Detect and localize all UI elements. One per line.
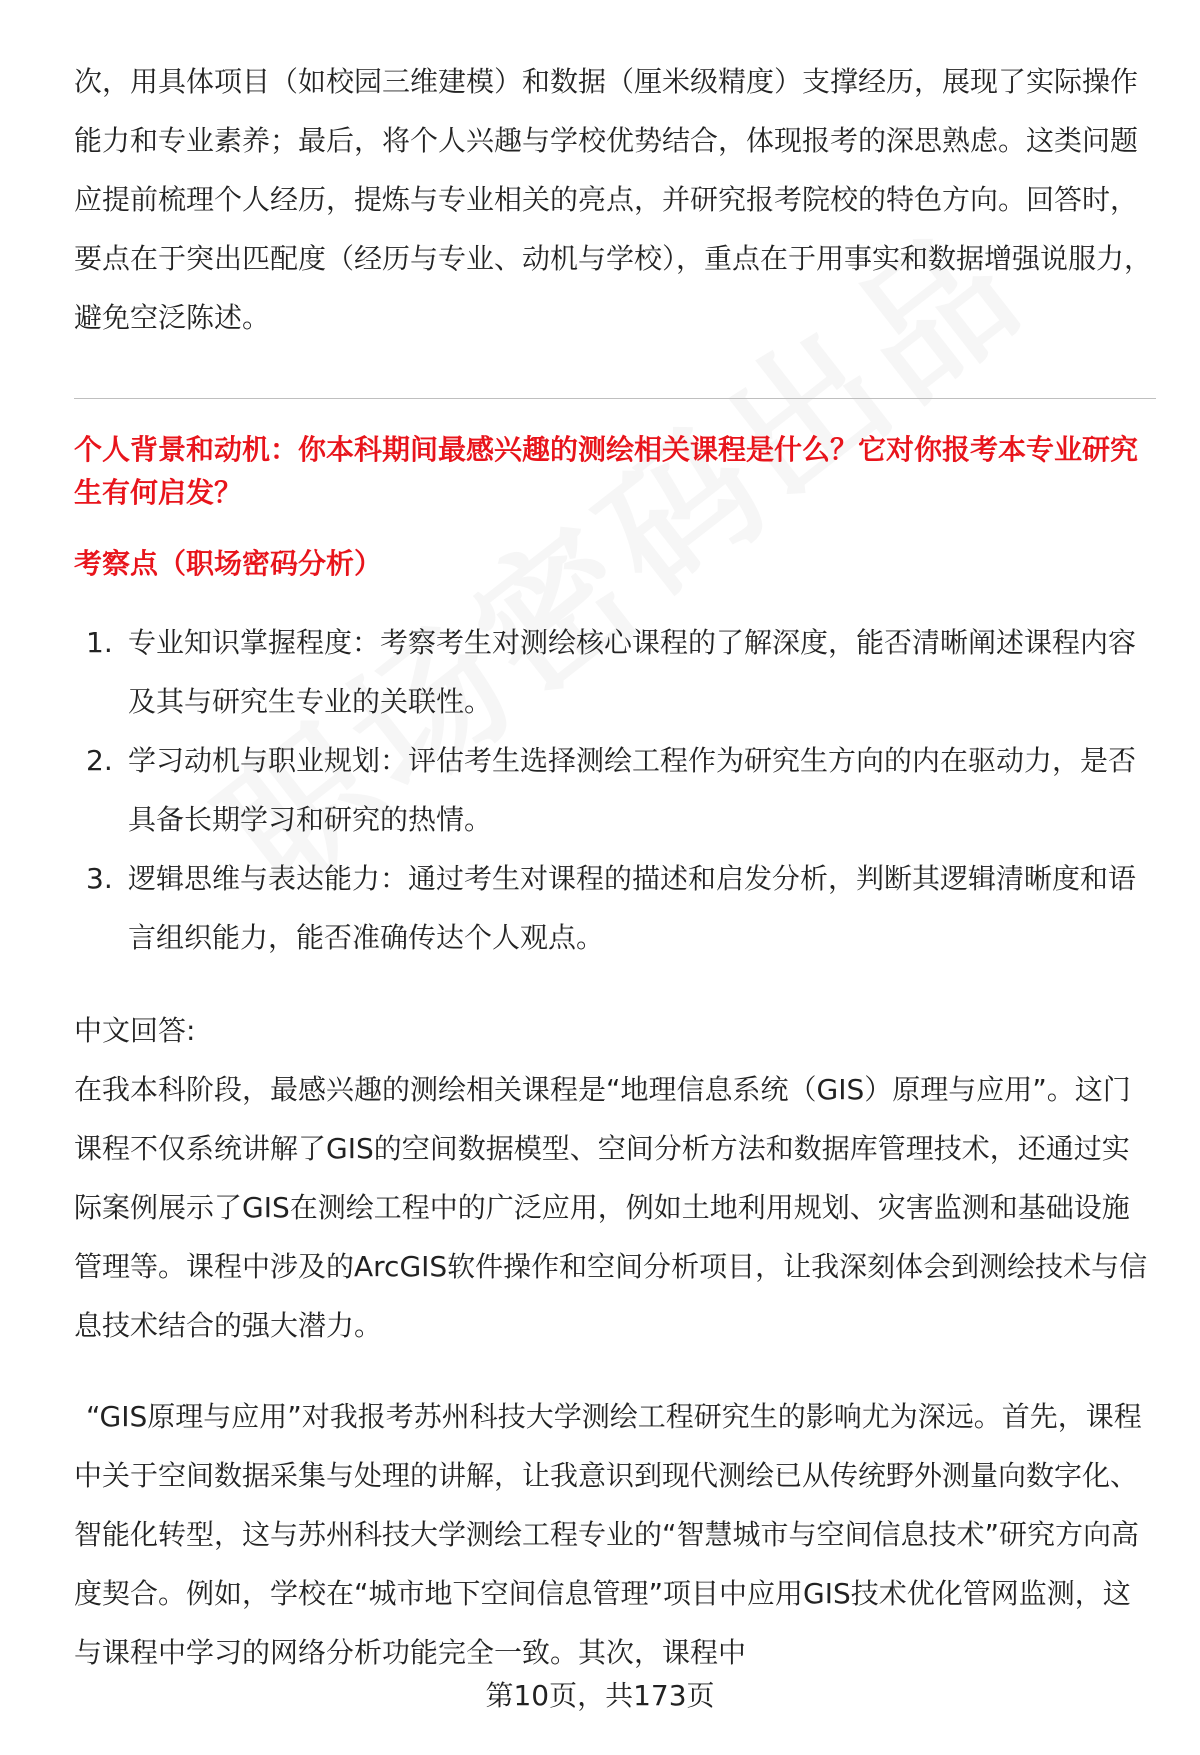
list-item-text: 逻辑思维与表达能力：通过考生对课程的描述和启发分析，判断其逻辑清晰度和语言组织能力，能否准确传达个人观点。 [128, 862, 1137, 954]
list-item [74, 849, 1156, 967]
assessment-points-list [74, 613, 1156, 967]
list-item [74, 613, 1156, 731]
answer-paragraph-2: “GIS原理与应用”对我报考苏州科技大学测绘工程研究生的影响尤为深远。首先，课程中关于空间数据采集与处理的讲解，让我意识到现代测绘已从传统野外测量向数字化、智能化转型，这与苏州科技大学测绘工程专业的“智慧城市与空间信息技术”研究方向高度契合。例如，学校在“城市地下空间信息管理”项目中应用GIS技术优化管网监测，这与课程中学习的网络分析功能完全一致。其次，课程中 [74, 1400, 1142, 1669]
list-number: 1. [86, 626, 113, 659]
list-item-text: 学习动机与职业规划：评估考生选择测绘工程作为研究生方向的内在驱动力，是否具备长期学习和研究的热情。 [128, 744, 1137, 836]
assessment-heading: 考察点（职场密码分析） [74, 547, 383, 580]
question-heading: 个人背景和动机：你本科期间最感兴趣的测绘相关课程是什么？它对你报考本专业研究生有何启发？ [74, 433, 1139, 509]
intro-paragraph: 次，用具体项目（如校园三维建模）和数据（厘米级精度）支撑经历，展现了实际操作能力和专业素养；最后，将个人兴趣与学校优势结合，体现报考的深思熟虑。这类问题应提前梳理个人经历，提炼与专业相关的亮点，并研究报考院校的特色方向。回答时，要点在于突出匹配度（经历与专业、动机与学校），重点在于用事实和数据增强说服力，避免空泛陈述。 [74, 65, 1153, 334]
list-number: 3. [86, 862, 113, 895]
section-divider [74, 398, 1156, 399]
answer-label: 中文回答: [74, 1014, 196, 1047]
list-number: 2. [86, 744, 113, 777]
answer-paragraph-1: 在我本科阶段，最感兴趣的测绘相关课程是“地理信息系统（GIS）原理与应用”。这门课程不仅系统讲解了GIS的空间数据模型、空间分析方法和数据库管理技术，还通过实际案例展示了GIS在测绘工程中的广泛应用，例如土地利用规划、灾害监测和基础设施管理等。课程中涉及的ArcGIS软件操作和空间分析项目，让我深刻体会到测绘技术与信息技术结合的强大潜力。 [74, 1073, 1148, 1342]
list-item [74, 731, 1156, 849]
list-item-text: 专业知识掌握程度：考察考生对测绘核心课程的了解深度，能否清晰阐述课程内容及其与研究生专业的关联性。 [128, 626, 1137, 718]
page-indicator: 第10页，共173页 [485, 1679, 715, 1712]
